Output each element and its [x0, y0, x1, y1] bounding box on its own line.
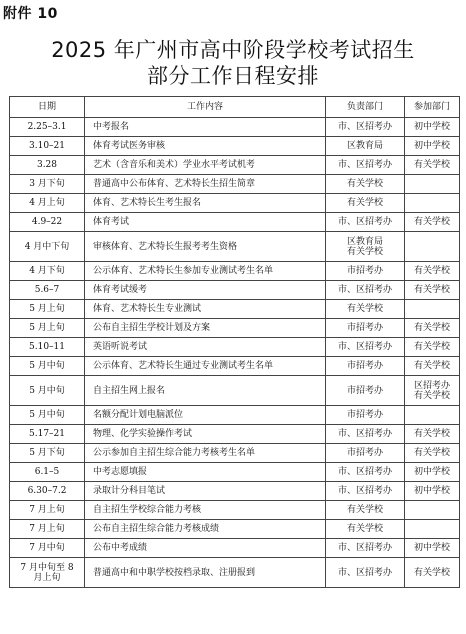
cell-work: 公布自主招生学校计划及方案 — [85, 319, 326, 338]
cell-participating-line: 初中学校 — [413, 122, 450, 132]
cell-responsible-line: 市、区招考办 — [337, 217, 392, 227]
table-row — [10, 175, 460, 194]
cell-work: 审核体育、艺术特长生报考考生资格 — [85, 232, 326, 262]
cell-responsible — [326, 501, 405, 520]
cell-date-line: 5 月下旬 — [29, 448, 65, 458]
cell-date — [10, 175, 85, 194]
cell-date — [10, 232, 85, 262]
cell-date-line: 7 月上旬 — [29, 505, 65, 515]
cell-responsible — [326, 406, 405, 425]
cell-date — [10, 539, 85, 558]
cell-responsible-line: 市招考办 — [346, 361, 383, 371]
cell-responsible-line: 区教育局 — [346, 236, 383, 247]
cell-work: 体育、艺术特长生专业测试 — [85, 300, 326, 319]
cell-participating — [405, 194, 460, 213]
table-row — [10, 213, 460, 232]
cell-participating — [405, 137, 460, 156]
cell-responsible-line: 有关学校 — [346, 505, 383, 515]
cell-responsible — [326, 281, 405, 300]
cell-date — [10, 194, 85, 213]
cell-date — [10, 444, 85, 463]
cell-date-line: 5 月上旬 — [29, 323, 65, 333]
cell-date-line: 5 月中旬 — [29, 361, 65, 371]
cell-date-line: 月上旬 — [33, 572, 61, 583]
cell-responsible — [326, 482, 405, 501]
cell-work: 中考报名 — [85, 118, 326, 137]
header-work: 工作内容 — [85, 97, 326, 118]
cell-responsible — [326, 425, 405, 444]
cell-date-line: 3 月下旬 — [29, 179, 65, 189]
cell-responsible-line: 有关学校 — [346, 304, 383, 314]
cell-date — [10, 357, 85, 376]
cell-responsible-line: 市招考办 — [346, 385, 383, 396]
cell-date-line: 5.6–7 — [34, 285, 60, 295]
cell-participating — [405, 262, 460, 281]
cell-date-line: 5.17–21 — [29, 429, 65, 439]
cell-date-line: 4 月上旬 — [29, 198, 65, 208]
header-participating: 参加部门 — [405, 97, 460, 118]
cell-participating-line: 有关学校 — [413, 217, 450, 227]
table-row — [10, 501, 460, 520]
cell-date-line: 7 月中旬 — [29, 543, 65, 553]
cell-participating-line: 初中学校 — [413, 141, 450, 151]
table-row — [10, 300, 460, 319]
cell-participating — [405, 175, 460, 194]
cell-date — [10, 482, 85, 501]
table-row — [10, 194, 460, 213]
cell-participating-line: 初中学校 — [413, 486, 450, 496]
cell-responsible-line: 市、区招考办 — [337, 342, 392, 352]
table-header-row — [10, 97, 460, 118]
cell-responsible — [326, 520, 405, 539]
cell-responsible — [326, 444, 405, 463]
cell-work: 中考志愿填报 — [85, 463, 326, 482]
cell-date — [10, 338, 85, 357]
cell-participating — [405, 558, 460, 588]
cell-work: 名额分配计划电脑派位 — [85, 406, 326, 425]
cell-date — [10, 156, 85, 175]
cell-responsible — [326, 232, 405, 262]
cell-participating — [405, 376, 460, 406]
cell-responsible-line: 市、区招考办 — [337, 285, 392, 295]
cell-participating-line: 有关学校 — [413, 266, 450, 276]
cell-work: 公布自主招生综合能力考核成绩 — [85, 520, 326, 539]
cell-participating-line: 有关学校 — [413, 323, 450, 333]
cell-participating — [405, 118, 460, 137]
cell-work: 公示参加自主招生综合能力考核考生名单 — [85, 444, 326, 463]
attachment-label: 附件 10 — [3, 6, 58, 22]
cell-responsible — [326, 213, 405, 232]
cell-responsible — [326, 156, 405, 175]
cell-date-line: 7 月中旬至 8 — [20, 562, 74, 573]
cell-responsible-line: 有关学校 — [346, 524, 383, 534]
header-responsible: 负责部门 — [326, 97, 405, 118]
cell-work: 体育考试医务审核 — [85, 137, 326, 156]
cell-date — [10, 118, 85, 137]
cell-participating-line: 初中学校 — [413, 467, 450, 477]
cell-work: 体育考试缓考 — [85, 281, 326, 300]
table-row — [10, 232, 460, 262]
table-row — [10, 262, 460, 281]
cell-date-line: 6.1–5 — [34, 467, 60, 477]
cell-date — [10, 558, 85, 588]
cell-date — [10, 137, 85, 156]
document-title-line-2: 部分工作日程安排 — [147, 64, 319, 88]
cell-work: 自主招生网上报名 — [85, 376, 326, 406]
cell-work: 艺术（含音乐和美术）学业水平考试机考 — [85, 156, 326, 175]
cell-participating — [405, 444, 460, 463]
header-date: 日期 — [10, 97, 85, 118]
cell-work: 普通高中和中职学校按档录取、注册报到 — [85, 558, 326, 588]
cell-responsible — [326, 175, 405, 194]
cell-responsible — [326, 300, 405, 319]
cell-participating-line: 有关学校 — [413, 361, 450, 371]
cell-work: 自主招生学校综合能力考核 — [85, 501, 326, 520]
cell-date — [10, 501, 85, 520]
cell-date — [10, 463, 85, 482]
cell-participating-line: 有关学校 — [413, 567, 450, 578]
cell-date-line: 3.10–21 — [29, 141, 65, 151]
cell-participating — [405, 338, 460, 357]
cell-responsible-line: 市招考办 — [346, 410, 383, 420]
cell-responsible — [326, 338, 405, 357]
cell-participating — [405, 300, 460, 319]
cell-participating-line: 有关学校 — [413, 390, 450, 401]
cell-date — [10, 262, 85, 281]
cell-date-line: 4 月中下旬 — [24, 241, 70, 252]
cell-participating — [405, 406, 460, 425]
cell-date-line: 4 月下旬 — [29, 266, 65, 276]
cell-participating-line: 有关学校 — [413, 429, 450, 439]
cell-participating — [405, 539, 460, 558]
cell-responsible — [326, 319, 405, 338]
cell-participating — [405, 463, 460, 482]
cell-participating — [405, 520, 460, 539]
cell-work: 公示体育、艺术特长生参加专业测试考生名单 — [85, 262, 326, 281]
cell-responsible-line: 市招考办 — [346, 448, 383, 458]
cell-participating — [405, 425, 460, 444]
table-row — [10, 539, 460, 558]
cell-date-line: 5 月中旬 — [29, 410, 65, 420]
cell-responsible-line: 有关学校 — [346, 179, 383, 189]
table-row — [10, 444, 460, 463]
cell-responsible — [326, 194, 405, 213]
cell-work: 公示体育、艺术特长生通过专业测试考生名单 — [85, 357, 326, 376]
cell-work: 体育考试 — [85, 213, 326, 232]
cell-date — [10, 319, 85, 338]
cell-participating-line: 初中学校 — [413, 543, 450, 553]
cell-responsible-line: 区教育局 — [346, 141, 383, 151]
cell-date — [10, 376, 85, 406]
table-row — [10, 558, 460, 588]
cell-work: 物理、化学实验操作考试 — [85, 425, 326, 444]
table-row — [10, 520, 460, 539]
table-row — [10, 156, 460, 175]
cell-responsible-line: 市、区招考办 — [337, 467, 392, 477]
table-row — [10, 118, 460, 137]
cell-responsible-line: 市、区招考办 — [337, 543, 392, 553]
cell-participating — [405, 357, 460, 376]
cell-work: 公布中考成绩 — [85, 539, 326, 558]
table-row — [10, 376, 460, 406]
schedule-table — [9, 96, 460, 588]
cell-date — [10, 213, 85, 232]
cell-date — [10, 300, 85, 319]
cell-date-line: 6.30–7.2 — [27, 486, 67, 496]
cell-date — [10, 406, 85, 425]
cell-date — [10, 425, 85, 444]
table-row — [10, 463, 460, 482]
cell-participating — [405, 232, 460, 262]
table-row — [10, 357, 460, 376]
cell-participating-line: 有关学校 — [413, 160, 450, 170]
cell-responsible — [326, 357, 405, 376]
cell-participating — [405, 501, 460, 520]
cell-responsible-line: 市招考办 — [346, 323, 383, 333]
cell-work: 体育、艺术特长生考生报名 — [85, 194, 326, 213]
cell-date-line: 2.25–3.1 — [27, 122, 67, 132]
table-row — [10, 319, 460, 338]
document-title-line-1: 2025 年广州市高中阶段学校考试招生 — [51, 38, 415, 62]
cell-work: 普通高中公布体育、艺术特长生招生简章 — [85, 175, 326, 194]
cell-responsible-line: 市、区招考办 — [337, 429, 392, 439]
table-row — [10, 406, 460, 425]
cell-responsible — [326, 376, 405, 406]
cell-responsible — [326, 539, 405, 558]
cell-participating-line: 有关学校 — [413, 448, 450, 458]
cell-participating — [405, 319, 460, 338]
cell-responsible-line: 市、区招考办 — [337, 567, 392, 578]
cell-participating — [405, 156, 460, 175]
cell-date-line: 5 月上旬 — [29, 304, 65, 314]
cell-responsible — [326, 463, 405, 482]
cell-responsible — [326, 137, 405, 156]
schedule-table-body — [10, 118, 460, 588]
table-row — [10, 482, 460, 501]
cell-date-line: 5.10–11 — [29, 342, 65, 352]
cell-responsible — [326, 558, 405, 588]
cell-participating-line: 有关学校 — [413, 285, 450, 295]
cell-work: 录取计分科目笔试 — [85, 482, 326, 501]
cell-responsible-line: 市招考办 — [346, 266, 383, 276]
table-row — [10, 338, 460, 357]
table-row — [10, 425, 460, 444]
cell-date-line: 3.28 — [36, 160, 58, 170]
cell-responsible-line: 市、区招考办 — [337, 486, 392, 496]
table-row — [10, 281, 460, 300]
cell-date — [10, 281, 85, 300]
cell-participating — [405, 281, 460, 300]
cell-participating-line: 有关学校 — [413, 342, 450, 352]
cell-responsible-line: 市、区招考办 — [337, 122, 392, 132]
cell-work: 英语听说考试 — [85, 338, 326, 357]
cell-responsible-line: 有关学校 — [346, 246, 383, 257]
cell-responsible — [326, 118, 405, 137]
cell-date-line: 4.9–22 — [31, 217, 63, 227]
cell-responsible — [326, 262, 405, 281]
cell-responsible-line: 有关学校 — [346, 198, 383, 208]
cell-participating — [405, 482, 460, 501]
cell-date-line: 7 月上旬 — [29, 524, 65, 534]
table-row — [10, 137, 460, 156]
cell-date — [10, 520, 85, 539]
cell-responsible-line: 市、区招考办 — [337, 160, 392, 170]
cell-participating — [405, 213, 460, 232]
cell-date-line: 5 月中旬 — [29, 385, 65, 396]
cell-participating-line: 区招考办 — [413, 380, 450, 391]
